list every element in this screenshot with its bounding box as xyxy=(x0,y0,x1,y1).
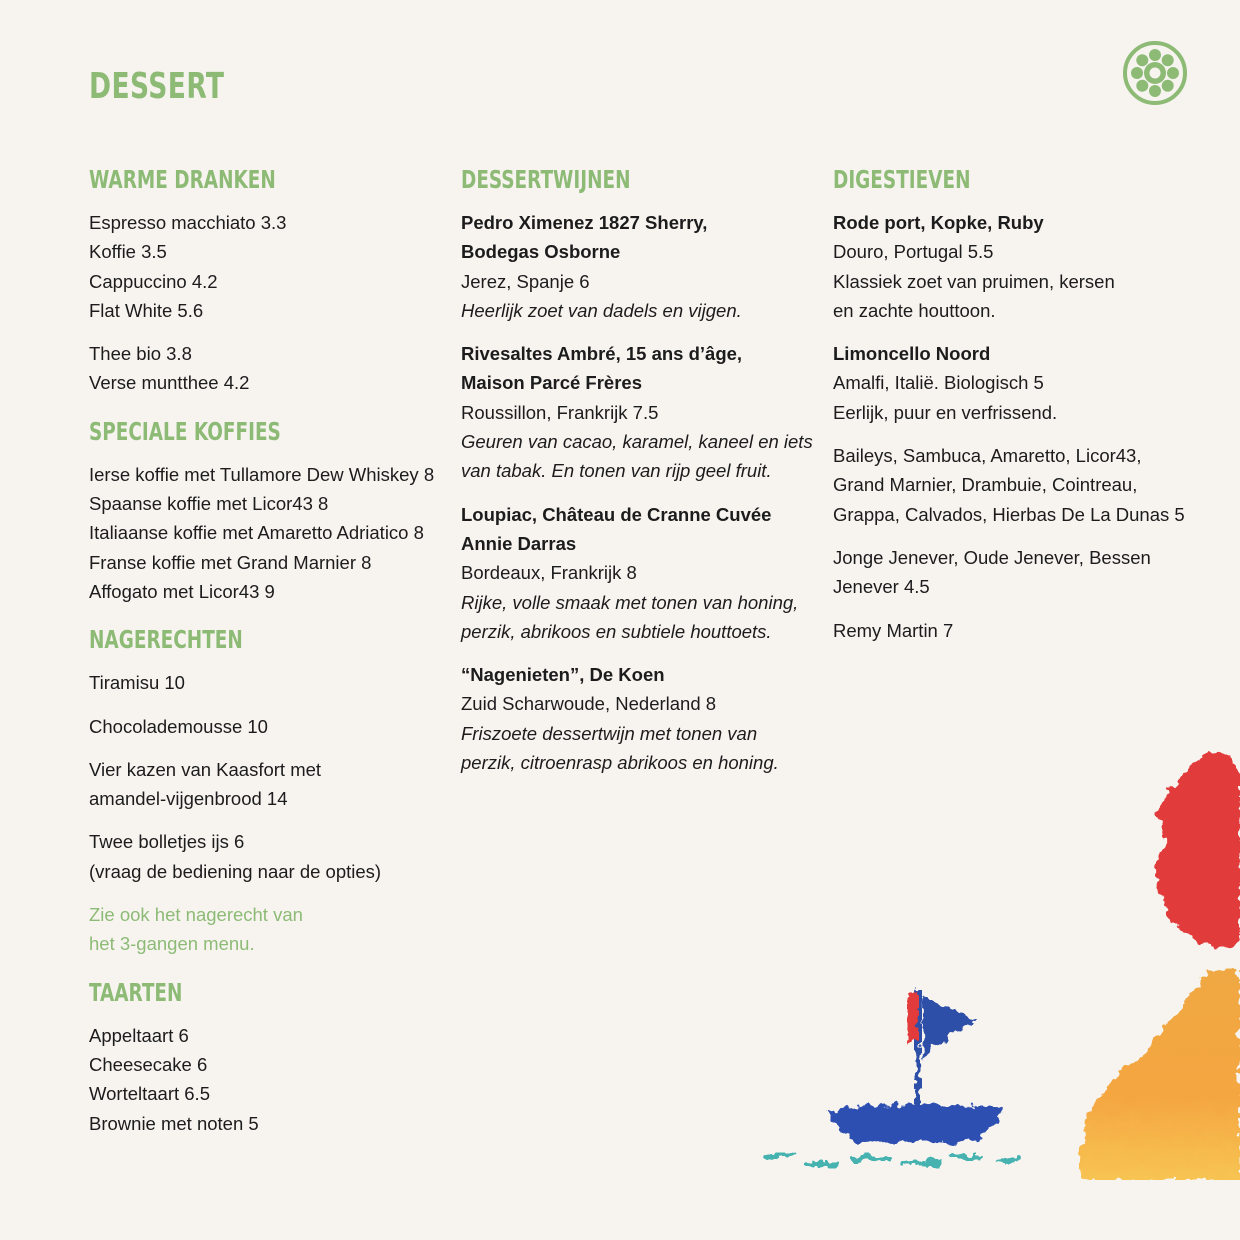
column-dessert-wines xyxy=(461,164,821,777)
wine-name: “Nagenieten”, De Koen xyxy=(461,664,665,686)
drink-detail: Eerlijk, puur en verfrissend. xyxy=(833,401,1058,423)
menu-item: Espresso macchiato 3.3 xyxy=(89,212,287,233)
speciale-koffies-list xyxy=(89,460,449,606)
drink-detail: Grappa, Calvados, Hierbas De La Dunas 5 xyxy=(833,503,1185,525)
menu-item: (vraag de bediening naar de opties) xyxy=(89,860,382,882)
wine-description: van tabak. En tonen van rijp geel fruit. xyxy=(461,460,772,482)
menu-item: Twee bolletjes ijs 6 xyxy=(89,831,245,853)
warme-dranken-group-1 xyxy=(89,208,449,325)
drink-detail: Douro, Portugal 5.5 xyxy=(833,241,994,263)
drink-name: Limoncello Noord xyxy=(833,343,991,365)
wine-entry xyxy=(461,208,821,325)
section-title-nagerechten: NAGERECHTEN xyxy=(89,625,243,655)
menu-item: Spaanse koffie met Licor43 8 xyxy=(89,493,329,515)
nagerecht-item xyxy=(89,668,449,697)
drink-detail: en zachte houttoon. xyxy=(833,299,996,321)
liqueurs-entry xyxy=(833,441,1213,529)
nagerecht-item xyxy=(89,827,449,886)
drink-detail: Remy Martin 7 xyxy=(833,619,954,641)
wine-description: perzik, abrikoos en subtiele houttoets. xyxy=(461,620,772,642)
jenever-entry xyxy=(833,543,1213,602)
wine-origin: Roussillon, Frankrijk 7.5 xyxy=(461,401,659,423)
menu-item: Flat White 5.6 xyxy=(89,299,204,321)
menu-item: Koffie 3.5 xyxy=(89,241,167,263)
wine-name: Annie Darras xyxy=(461,532,577,554)
menu-item: Appeltaart 6 xyxy=(89,1024,189,1046)
menu-item: Cappuccino 4.2 xyxy=(89,270,218,292)
menu-item: Brownie met noten 5 xyxy=(89,1112,259,1134)
wine-origin: Zuid Scharwoude, Nederland 8 xyxy=(461,693,717,715)
sailboat-crayon-illustration xyxy=(740,740,1240,1180)
flower-circle-icon xyxy=(1122,40,1188,106)
menu-item: Affogato met Licor43 9 xyxy=(89,580,275,602)
menu-item: Cheesecake 6 xyxy=(89,1053,208,1075)
wine-name: Loupiac, Château de Cranne Cuvée xyxy=(461,503,772,525)
wine-description: Geuren van cacao, karamel, kaneel en iets xyxy=(461,431,813,453)
menu-item: Tiramisu 10 xyxy=(89,672,185,694)
drink-detail: Jonge Jenever, Oude Jenever, Bessen xyxy=(833,546,1151,568)
menu-item: Italiaanse koffie met Amaretto Adriatico 8 xyxy=(89,522,424,544)
menu-item: Thee bio 3.8 xyxy=(89,343,192,365)
wine-name: Pedro Ximenez 1827 Sherry, xyxy=(461,212,708,233)
wine-description: Heerlijk zoet van dadels en vijgen. xyxy=(461,299,742,321)
section-title-speciale-koffies: SPECIALE KOFFIES xyxy=(89,416,281,446)
menu-item: Vier kazen van Kaasfort met xyxy=(89,758,322,780)
cognac-entry xyxy=(833,616,1213,645)
port-entry xyxy=(833,208,1213,325)
column-digestifs xyxy=(833,164,1213,645)
nagerecht-item xyxy=(89,755,449,814)
drink-detail: Jenever 4.5 xyxy=(833,576,930,598)
menu-item: Ierse koffie met Tullamore Dew Whiskey 8 xyxy=(89,463,435,485)
note-line: Zie ook het nagerecht van xyxy=(89,904,303,926)
menu-item: Franse koffie met Grand Marnier 8 xyxy=(89,551,372,573)
wine-origin: Jerez, Spanje 6 xyxy=(461,270,590,292)
section-title-warme-dranken: WARME DRANKEN xyxy=(89,165,276,194)
menu-item: Verse muntthee 4.2 xyxy=(89,372,250,394)
limoncello-entry xyxy=(833,339,1213,427)
column-hot-drinks-desserts xyxy=(89,164,449,1138)
wine-name: Rivesaltes Ambré, 15 ans d’âge, xyxy=(461,343,743,365)
section-title-taarten: TAARTEN xyxy=(89,977,183,1007)
wine-entry xyxy=(461,339,821,485)
menu-item: Worteltaart 6.5 xyxy=(89,1083,210,1105)
wine-description: perzik, citroenrasp abrikoos en honing. xyxy=(461,752,779,774)
drink-detail: Grand Marnier, Drambuie, Cointreau, xyxy=(833,474,1138,496)
wine-name: Maison Parcé Frères xyxy=(461,372,642,394)
nagerechten-note xyxy=(89,900,449,959)
wine-description: Rijke, volle smaak met tonen van honing, xyxy=(461,591,799,613)
section-title-digestieven: DIGESTIEVEN xyxy=(833,165,971,194)
wine-entry xyxy=(461,500,821,646)
note-line: het 3-gangen menu. xyxy=(89,933,255,955)
nagerecht-item xyxy=(89,712,449,741)
section-title-dessertwijnen: DESSERTWIJNEN xyxy=(461,165,631,194)
wine-description: Friszoete dessertwijn met tonen van xyxy=(461,722,758,744)
menu-item: amandel-vijgenbrood 14 xyxy=(89,788,288,810)
drink-detail: Amalfi, Italië. Biologisch 5 xyxy=(833,372,1044,394)
wine-origin: Bordeaux, Frankrijk 8 xyxy=(461,562,637,584)
drink-detail: Baileys, Sambuca, Amaretto, Licor43, xyxy=(833,445,1142,467)
drink-name: Rode port, Kopke, Ruby xyxy=(833,212,1044,233)
drink-detail: Klassiek zoet van pruimen, kersen xyxy=(833,270,1115,292)
wine-name: Bodegas Osborne xyxy=(461,241,621,263)
warme-dranken-group-2 xyxy=(89,339,449,398)
page-title: DESSERT xyxy=(89,66,225,107)
menu-item: Chocolademousse 10 xyxy=(89,715,268,737)
taarten-list xyxy=(89,1021,449,1138)
